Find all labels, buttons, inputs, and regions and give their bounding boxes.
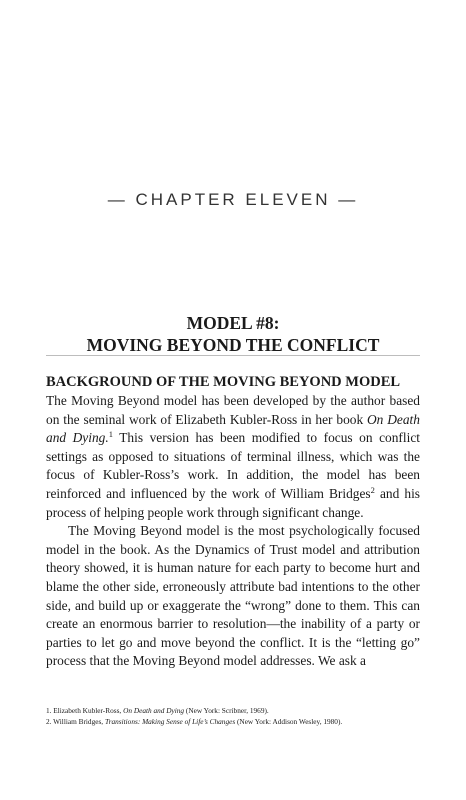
paragraph-1 (46, 392, 420, 522)
footnote-1-title: On Death and Dying (123, 706, 185, 715)
title-line-1: MODEL #8: (186, 313, 280, 333)
footnote-1-post: (New York: Scribner, 1969). (184, 706, 269, 715)
footnote-1-pre: 1. Elizabeth Kubler-Ross, (46, 706, 124, 715)
paragraph-1-text-b: This version has been modified to focus on conflict settings as opposed to situations of terminal illness, which was the focus of Kubler-Ross’s work. In addition, the model has been reinforced and influenced by the work of William Bridges (46, 430, 420, 501)
page-title (0, 312, 466, 356)
paragraph-2: The Moving Beyond model is the most psychologically focused model in the book. As the Dynamics of Trust model and attribution theory showed, it is human nature for each party to become hurt and blame the other side, erroneously attribute bad intentions to the other side, and build up or exaggerate the “wrong” done to them. This can create an enormous barrier to resolution—the inability of a party or parties to let go and move beyond the conflict. It is the “letting go” process that the Moving Beyond model addresses. We ask a (46, 523, 420, 669)
chapter-heading: — CHAPTER ELEVEN — (107, 190, 359, 209)
section-heading: BACKGROUND OF THE MOVING BEYOND MODEL (46, 374, 401, 390)
footnote-2-title: Transitions: Making Sense of Life’s Changes (104, 716, 236, 726)
body-text (46, 373, 420, 671)
paragraph-1-text-c: and his process of helping people work through significant change. (46, 485, 420, 520)
footnote-ref-1[interactable]: 1 (108, 429, 113, 440)
title-line-2: MOVING BEYOND THE CONFLICT (86, 335, 380, 355)
footnote-1 (46, 706, 420, 717)
footnote-2-post: (New York: Addison Wesley, 1980). (235, 716, 343, 726)
title-divider (46, 355, 420, 356)
footnote-2-pre: 2. William Bridges, (46, 716, 105, 726)
footnote-ref-2[interactable]: 2 (370, 484, 375, 495)
book-title: On Death and Dying. (46, 411, 420, 446)
footnotes (46, 706, 420, 727)
footnote-2 (46, 717, 420, 728)
paragraph-1-text-a: The Moving Beyond model has been developed by the author based on the seminal work of Elizabeth Kubler-Ross in her book (46, 393, 420, 427)
